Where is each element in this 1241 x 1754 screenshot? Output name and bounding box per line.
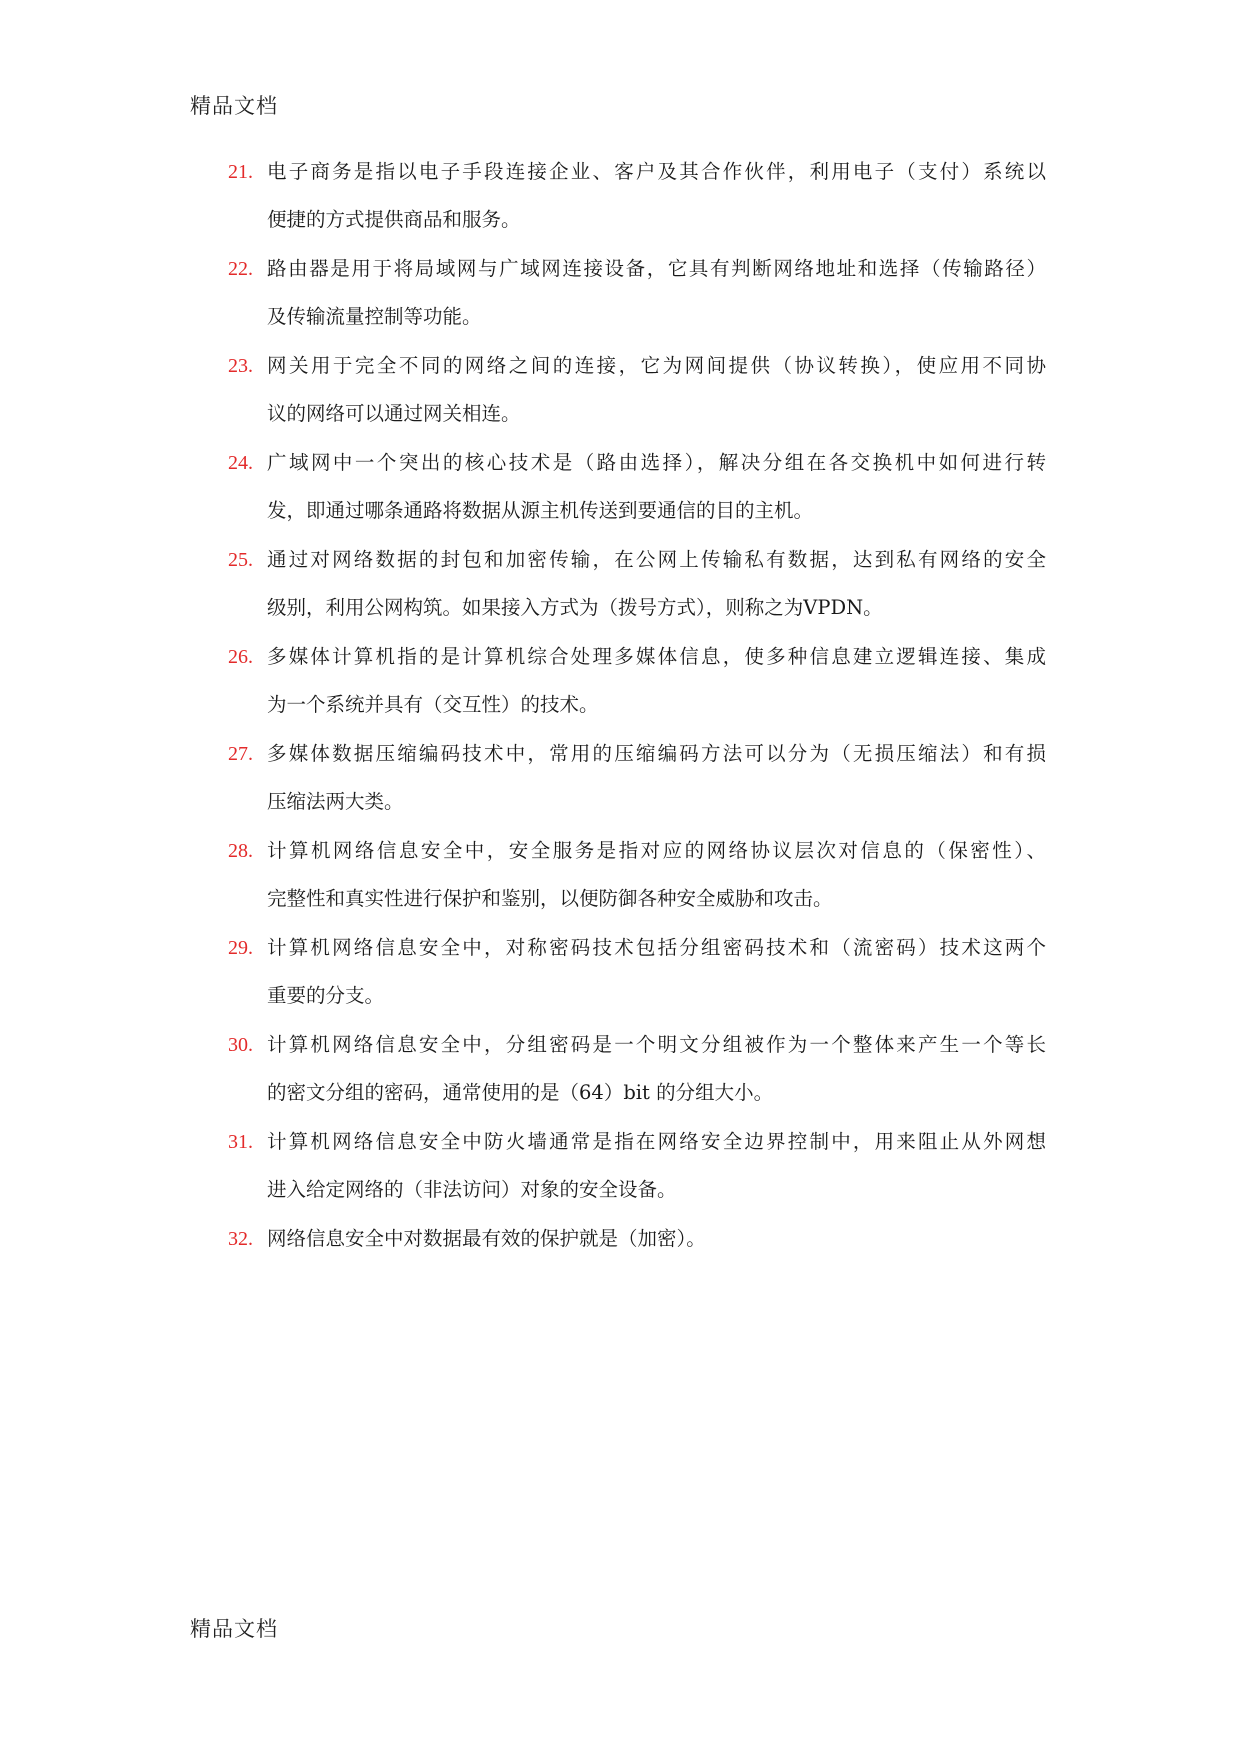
question-list	[0, 158, 1241, 1322]
list-item	[0, 546, 1241, 643]
item-number: 21.	[228, 161, 253, 183]
list-item	[0, 1225, 1241, 1322]
item-text-line: 计算机网络信息安全中，对称密码技术包括分组密码技术和（流密码）技术这两个	[267, 936, 1046, 959]
item-number: 31.	[228, 1131, 253, 1153]
list-item	[0, 1031, 1241, 1128]
item-number: 29.	[228, 937, 253, 959]
page-footer: 精品文档	[190, 1617, 278, 1641]
item-text-line: 网络信息安全中对数据最有效的保护就是（加密）。	[267, 1227, 706, 1250]
item-text-line: 计算机网络信息安全中，分组密码是一个明文分组被作为一个整体来产生一个等长	[267, 1033, 1046, 1056]
item-number: 22.	[228, 258, 253, 280]
item-text-line: 级别，利用公网构筑。如果接入方式为（拨号方式），则称之为VPDN。	[267, 596, 883, 619]
item-text-line: 计算机网络信息安全中防火墙通常是指在网络安全边界控制中，用来阻止从外网想	[267, 1130, 1046, 1153]
item-text-line: 电子商务是指以电子手段连接企业、客户及其合作伙伴，利用电子（支付）系统以	[267, 160, 1046, 183]
item-number: 24.	[228, 452, 253, 474]
item-text-line: 多媒体数据压缩编码技术中，常用的压缩编码方法可以分为（无损压缩法）和有损	[267, 742, 1046, 765]
page-header: 精品文档	[190, 94, 278, 118]
item-text-line: 计算机网络信息安全中，安全服务是指对应的网络协议层次对信息的（保密性）、	[267, 839, 1046, 862]
item-text-line: 网关用于完全不同的网络之间的连接，它为网间提供（协议转换），使应用不同协	[267, 354, 1046, 377]
item-text-line: 广域网中一个突出的核心技术是（路由选择），解决分组在各交换机中如何进行转	[267, 451, 1046, 474]
item-text-line: 的密文分组的密码，通常使用的是（64）bit 的分组大小。	[267, 1081, 774, 1104]
list-item	[0, 158, 1241, 255]
item-number: 30.	[228, 1034, 253, 1056]
item-text-line: 通过对网络数据的封包和加密传输，在公网上传输私有数据，达到私有网络的安全	[267, 548, 1046, 571]
item-text-line: 多媒体计算机指的是计算机综合处理多媒体信息，使多种信息建立逻辑连接、集成	[267, 645, 1046, 668]
list-item	[0, 352, 1241, 449]
item-text-line: 路由器是用于将局域网与广域网连接设备，它具有判断网络地址和选择（传输路径）	[267, 257, 1046, 280]
item-text-line: 完整性和真实性进行保护和鉴别，以便防御各种安全威胁和攻击。	[267, 887, 833, 910]
item-number: 27.	[228, 743, 253, 765]
item-text-line: 压缩法两大类。	[267, 790, 404, 813]
item-text-line: 议的网络可以通过网关相连。	[267, 402, 521, 425]
item-text-line: 重要的分支。	[267, 984, 385, 1007]
item-number: 28.	[228, 840, 253, 862]
item-number: 26.	[228, 646, 253, 668]
item-text-line: 发，即通过哪条通路将数据从源主机传送到要通信的目的主机。	[267, 499, 814, 522]
item-text-line: 便捷的方式提供商品和服务。	[267, 208, 521, 231]
list-item	[0, 740, 1241, 837]
item-text-line: 及传输流量控制等功能。	[267, 305, 482, 328]
list-item	[0, 643, 1241, 740]
list-item	[0, 1128, 1241, 1225]
list-item	[0, 934, 1241, 1031]
list-item	[0, 837, 1241, 934]
item-text-line: 为一个系统并具有（交互性）的技术。	[267, 693, 599, 716]
item-number: 25.	[228, 549, 253, 571]
item-number: 32.	[228, 1228, 253, 1250]
list-item	[0, 255, 1241, 352]
list-item	[0, 449, 1241, 546]
item-text-line: 进入给定网络的（非法访问）对象的安全设备。	[267, 1178, 677, 1201]
item-number: 23.	[228, 355, 253, 377]
